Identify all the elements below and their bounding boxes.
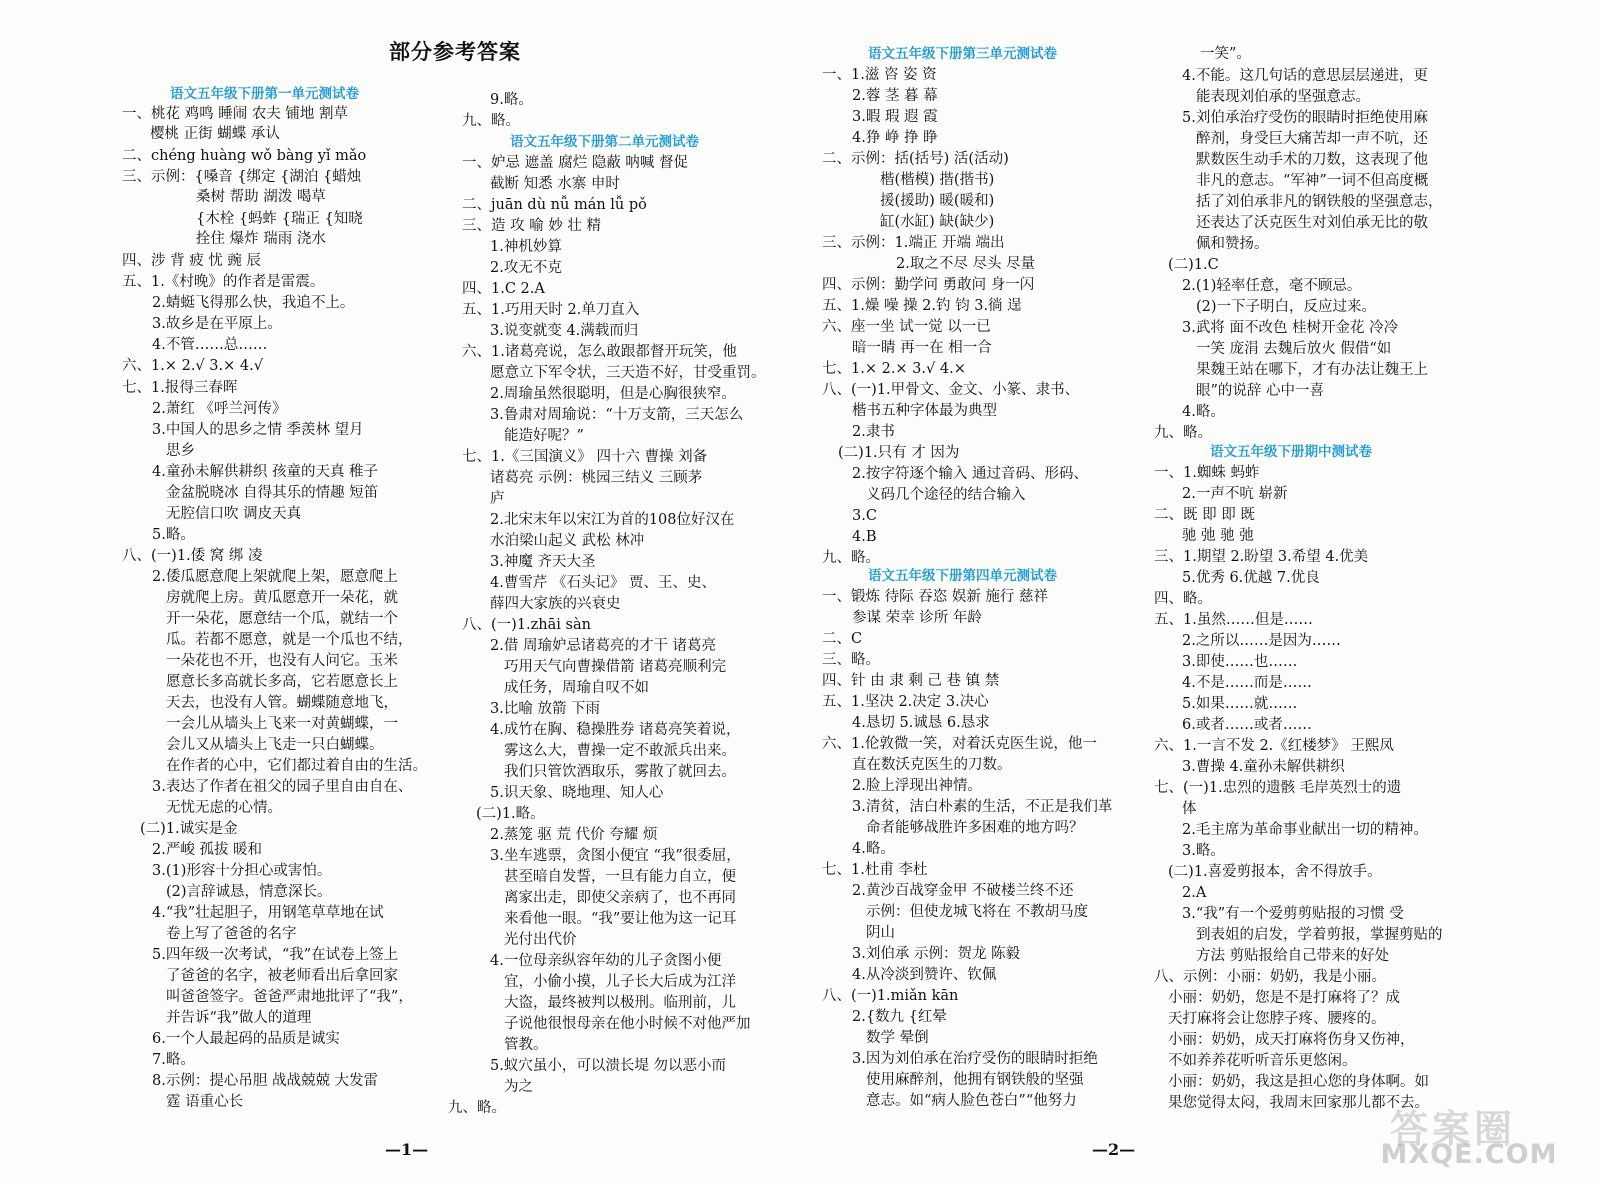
answer-line: 4.不能。这几句话的意思层层递进，更 xyxy=(1182,68,1428,84)
answer-line: 3.暇 瑕 遐 霞 xyxy=(852,109,938,125)
answer-line: 3.表达了作者在祖父的园子里自由自在、 xyxy=(152,779,413,795)
answer-line: 思乡 xyxy=(166,443,195,459)
answer-line: 离家出走，即使父亲病了，也不再同 xyxy=(504,890,736,906)
section-heading: 语文五年级下册第二单元测试卷 xyxy=(510,134,699,150)
watermark-cn: 答案圈 xyxy=(1390,1107,1517,1151)
answer-line: 体 xyxy=(1182,801,1197,817)
answer-line: 一、桃花 鸡鸣 睡闹 农夫 铺地 割草 xyxy=(122,106,349,122)
answer-line: 七、1.《三国演义》 四十六 曹操 刘备 xyxy=(462,449,708,465)
answer-line: 3.说变就变 4.满载而归 xyxy=(490,323,639,339)
answer-line: 五、1.巧用天时 2.单刀直入 xyxy=(462,302,640,318)
answer-line: 来看他一眼。“我”要让他为这一记耳 xyxy=(504,911,737,927)
answer-line: 七、1.× 2.× 3.√ 4.× xyxy=(822,361,966,377)
answer-line: 七、(一)1.忠烈的遗骸 毛岸英烈士的遗 xyxy=(1154,780,1402,796)
answer-line: 六、1.伦敦微一笑，对着沃克医生说，他一 xyxy=(822,736,1097,752)
answer-line: 示例：但使龙城飞将在 不教胡马度 xyxy=(866,904,1089,920)
answer-line: 3.(1)形容十分担心或害怕。 xyxy=(152,863,332,879)
answer-line: 使用麻醉剂，他拥有钢铁般的坚强 xyxy=(866,1072,1084,1088)
answer-line: (二)1.诚实是金 xyxy=(140,821,238,837)
answer-line: 七、1.报得三春晖 xyxy=(122,380,238,396)
answer-line: 九、略。 xyxy=(1154,425,1212,441)
answer-line: 2.倭瓜愿意爬上架就爬上架，愿意爬上 xyxy=(152,569,398,585)
answer-line: 三、示例：1.端正 开端 端出 xyxy=(822,235,1005,251)
answer-line: 7.略。 xyxy=(152,1052,195,1068)
answer-line: 八、示例：小丽：奶奶，我是小丽。 xyxy=(1154,969,1386,985)
answer-line: 3.坐车逃票，贪图小便宜 “我”很委屈， xyxy=(490,848,741,864)
answer-line: 三、略。 xyxy=(822,652,880,668)
answer-line: (二)1.C xyxy=(1168,257,1219,273)
answer-line: 9.略。 xyxy=(490,92,533,108)
answer-line: 八、(一)1.miǎn kān xyxy=(822,988,959,1004)
answer-line: 能表现刘伯承的坚强意志。 xyxy=(1196,89,1370,105)
answer-line: 成任务，周瑜自叹不如 xyxy=(504,680,649,696)
answer-line: 光付出代价 xyxy=(504,932,577,948)
answer-line: 3.比喻 放箭 下雨 xyxy=(490,701,601,717)
answer-line: 6.一个人最起码的品质是诚实 xyxy=(152,1031,340,1047)
answer-line: 四、示例：勤学问 勇敢问 身一闪 xyxy=(822,277,1035,293)
answer-line: 1.神机妙算 xyxy=(490,239,562,255)
answer-line: 九、略。 xyxy=(462,113,520,129)
answer-line: 眼”的说辞 心中一喜 xyxy=(1196,383,1325,399)
answer-line: 三、示例：{嗓音 {绑定 {湖泊 {蜡烛 xyxy=(122,169,362,185)
answer-line: 2.严峻 孤拔 暖和 xyxy=(152,842,263,858)
answer-line: 六、座一坐 试一觉 以一已 xyxy=(822,319,991,335)
answer-line: 默数医生动手术的刀数，这表现了他 xyxy=(1196,152,1428,168)
answer-line: 愿意长多高就长多高，它若愿意长上 xyxy=(166,674,398,690)
answer-line: 霆 语重心长 xyxy=(166,1094,244,1110)
answer-line: 四、1.C 2.A xyxy=(462,281,545,297)
answer-line: 3.刘伯承 示例：贺龙 陈毅 xyxy=(852,946,1021,962)
answer-line: 了爸爸的名字，被老师看出后拿回家 xyxy=(166,968,398,984)
answer-line: 果您觉得太闷，我周末回家那儿都不去。 xyxy=(1168,1095,1429,1111)
answer-line: 3.武将 面不改色 桂树开金花 冷冷 xyxy=(1182,320,1399,336)
answer-line: 3.C xyxy=(852,508,877,524)
answer-line: 开一朵花，愿意结一个瓜，就结一个 xyxy=(166,611,398,627)
answer-line: 括了刘伯承非凡的钢铁般的坚强意志， xyxy=(1196,194,1443,210)
answer-line: 薛四大家族的兴衰史 xyxy=(490,596,621,612)
answer-line: 房就爬上房。黄瓜愿意开一朵花，就 xyxy=(166,590,398,606)
answer-line: 二、示例：括(括号) 活(活动) xyxy=(822,151,1009,167)
answer-line: 非凡的意志。“军神”一词不但高度概 xyxy=(1196,173,1429,189)
answer-line: 4.成竹在胸、稳操胜券 诸葛亮笑着说， xyxy=(490,722,741,738)
answer-line: 4.一位母亲纵容年幼的儿子贪图小便 xyxy=(490,953,722,969)
answer-line: 3.即使……也…… xyxy=(1182,654,1298,670)
answer-line: 2.蒸笼 驱 荒 代价 夸耀 烦 xyxy=(490,827,658,843)
answer-line: 诸葛亮 示例：桃园三结义 三顾茅 xyxy=(490,470,703,486)
answer-line: 3.中国人的思乡之情 季羡林 望月 xyxy=(152,422,364,438)
answer-line: 2.周瑜虽然很聪明，但是心胸很狭窄。 xyxy=(490,386,736,402)
answer-line: 雾这么大，曹操一定不敢派兵出来。 xyxy=(504,743,736,759)
answer-line: 3.神魔 齐天大圣 xyxy=(490,554,596,570)
answer-line: 五、1.虽然……但是…… xyxy=(1154,612,1313,628)
watermark-url: MXQE.COM xyxy=(1380,1139,1558,1170)
answer-line: 一会儿从墙头上飞来一对黄蝴蝶，一 xyxy=(166,716,398,732)
answer-line: 宜，小偷小摸，儿子长大后成为江洋 xyxy=(504,974,736,990)
answer-line: 2.按字符逐个输入 通过音码、形码、 xyxy=(852,466,1088,482)
answer-line: 巧用天气向曹操借箭 诸葛亮顺利完 xyxy=(504,659,727,675)
page-title: 部分参考答案 xyxy=(389,40,521,64)
answer-line: 5.蚁穴虽小，可以溃长堤 勿以恶小而 xyxy=(490,1058,726,1074)
answer-line: 能造好呢？” xyxy=(504,428,584,444)
answer-line: (二)1.只有 才 因为 xyxy=(838,445,960,461)
answer-line: 2.脸上浮现出神情。 xyxy=(852,778,982,794)
answer-line: 方法 剪贴报给自己带来的好处 xyxy=(1196,948,1390,964)
answer-line: 无腔信口吹 调皮天真 xyxy=(166,506,302,522)
answer-line: 5.识天象、晓地理、知人心 xyxy=(490,785,664,801)
answer-line: 樱桃 正街 蝴蝶 承认 xyxy=(150,126,280,142)
answer-line: 4.略。 xyxy=(852,841,895,857)
section-heading: 语文五年级下册第一单元测试卷 xyxy=(170,86,359,102)
answer-line: 金盆脱晓冰 自得其乐的情趣 短笛 xyxy=(166,485,379,501)
answer-line: 八、(一)1.zhāi sàn xyxy=(462,617,591,633)
answer-line: 2.A xyxy=(1182,885,1207,901)
page-number-left: —1— xyxy=(385,1140,429,1159)
answer-line: 不如养养花听听音乐更悠闲。 xyxy=(1168,1053,1357,1069)
answer-line: 2.蜻蜓飞得那么快，我追不上。 xyxy=(152,295,355,311)
answer-line: 天打麻将会让您脖子疼、腰疼的。 xyxy=(1168,1011,1386,1027)
answer-line: 2.蓉 茎 暮 幕 xyxy=(852,88,938,104)
answer-line: 小丽：奶奶，您是不是打麻将了？成 xyxy=(1168,990,1400,1006)
answer-line: 愿意立下军令状，三天造不好，甘受重罚。 xyxy=(490,365,766,381)
answer-line: 桑树 帮助 湖泼 喝草 xyxy=(196,189,326,205)
answer-line: 到表姐的启发，学着剪报，掌握剪贴的 xyxy=(1196,927,1443,943)
answer-line: 数学 晕倒 xyxy=(866,1030,929,1046)
section-heading: 语文五年级下册第三单元测试卷 xyxy=(868,46,1057,62)
answer-line: 醉剂，身受巨大痛苦却一声不吭，还 xyxy=(1196,131,1428,147)
section-heading: 语文五年级下册第四单元测试卷 xyxy=(868,568,1057,584)
answer-line: 五、1.坚决 2.决定 3.决心 xyxy=(822,694,989,710)
answer-line: 2.一声不吭 崭新 xyxy=(1182,486,1288,502)
answer-line: {木栓 {蚂蚱 {瑞正 {知晓 xyxy=(196,211,363,227)
answer-line: 无忧无虑的心情。 xyxy=(166,800,282,816)
answer-line: 三、造 攻 喻 妙 壮 精 xyxy=(462,218,602,234)
answer-line: 楷书五种字体最为典型 xyxy=(852,403,997,419)
answer-line: 援(援助) 暖(暖和) xyxy=(880,193,995,209)
answer-line: (2)一下子明白，反应过来。 xyxy=(1196,299,1377,315)
answer-line: 6.或者……或者…… xyxy=(1182,717,1312,733)
answer-line: 4.“我”壮起胆子，用钢笔草草地在试 xyxy=(152,905,384,921)
answer-line: 一、1.滋 咨 姿 资 xyxy=(822,67,937,83)
answer-line: 4.从冷淡到赞许、钦佩 xyxy=(852,967,997,983)
answer-line: 卷上写了爸爸的名字 xyxy=(166,926,297,942)
answer-line: 2.萧红 《呼兰河传》 xyxy=(152,401,287,417)
answer-line: 义码几个途径的结合输入 xyxy=(866,487,1026,503)
answer-line: 3.曹操 4.童孙未解供耕织 xyxy=(1182,759,1345,775)
answer-line: 还表达了沃克医生对刘伯承无比的敬 xyxy=(1196,215,1428,231)
answer-line: 二、juān dù nǚ mán lǚ pǒ xyxy=(462,197,647,213)
answer-line: 2.{数九 {红晕 xyxy=(852,1009,947,1025)
answer-line: 庐 xyxy=(490,491,505,507)
answer-line: 管教。 xyxy=(504,1037,548,1053)
answer-line: 8.示例：提心吊胆 战战兢兢 大发雷 xyxy=(152,1073,379,1089)
answer-line: 为之 xyxy=(504,1079,533,1095)
answer-line: 5.四年级一次考试，“我”在试卷上签上 xyxy=(152,947,399,963)
answer-line: 3.“我”有一个爱剪剪贴报的习惯 受 xyxy=(1182,906,1404,922)
answer-line: 在作者的心中，它们都过着自由的生活。 xyxy=(166,758,427,774)
answer-line: 意志。如“病人脸色苍白”“他努力 xyxy=(866,1093,1077,1109)
answer-line: (二)1.喜爱剪报本，舍不得放手。 xyxy=(1168,864,1382,880)
answer-line: 2.隶书 xyxy=(852,424,895,440)
page-number-right: —2— xyxy=(1092,1140,1136,1159)
answer-line: 2.毛主席为革命事业献出一切的精神。 xyxy=(1182,822,1428,838)
answer-line: 果魏王站在哪下，才有办法让魏王上 xyxy=(1196,362,1428,378)
answer-line: 我们只管饮酒取乐，雾散了就回去。 xyxy=(504,764,736,780)
answer-line: 五、1.燥 噪 操 2.钓 钧 3.徜 逞 xyxy=(822,298,1022,314)
answer-line: 4.略。 xyxy=(1182,404,1225,420)
answer-line: 3.因为刘伯承在治疗受伤的眼睛时拒绝 xyxy=(852,1051,1098,1067)
answer-line: 4.不管……总…… xyxy=(152,337,268,353)
answer-line: 天去，也没有人管。蝴蝶随意地飞， xyxy=(166,695,398,711)
answer-line: 七、1.杜甫 李杜 xyxy=(822,862,928,878)
watermark xyxy=(1364,1098,1574,1170)
answer-line: 六、1.一言不发 2.《红楼梦》 王熙凤 xyxy=(1154,738,1394,754)
answer-line: 驰 弛 驰 弛 xyxy=(1182,528,1254,544)
answer-line: 水泊梁山起义 武松 林冲 xyxy=(490,533,645,549)
answer-line: 二、既 即 即 既 xyxy=(1154,507,1255,523)
answer-line: 九、略。 xyxy=(822,550,880,566)
answer-line: 小丽：奶奶，我这是担心您的身体啊。如 xyxy=(1168,1074,1429,1090)
answer-line: 一笑 庞涓 去魏后放火 假借“如 xyxy=(1196,341,1392,357)
answer-line: 叫爸爸签字。爸爸严肃地批评了“我”， xyxy=(166,989,413,1005)
answer-line: 二、chéng huàng wǒ bàng yǐ mǎo xyxy=(122,148,367,164)
answer-line: 六、1.诸葛亮说，怎么敢跟都督开玩笑，他 xyxy=(462,344,737,360)
answer-line: 小丽：奶奶，成天打麻将伤身又伤神， xyxy=(1168,1032,1415,1048)
answer-line: 一朵花也不开，也没有人问它。玉米 xyxy=(166,653,398,669)
answer-line: 5.如果……就…… xyxy=(1182,696,1298,712)
answer-line: 直在数沃克医生的刀数。 xyxy=(852,757,1012,773)
answer-line: (2)言辞诚恳，情意深长。 xyxy=(166,884,332,900)
answer-line: 3.略。 xyxy=(1182,843,1225,859)
answer-line: 缸(水缸) 缺(缺少) xyxy=(880,214,995,230)
answer-line: 3.清贫，洁白朴素的生活，不正是我们革 xyxy=(852,799,1113,815)
answer-line: 2.之所以……是因为…… xyxy=(1182,633,1341,649)
answer-line: 2.黄沙百战穿金甲 不破楼兰终不还 xyxy=(852,883,1074,899)
answer-line: 3.鲁肃对周瑜说：“十万支箭，三天怎么 xyxy=(490,407,744,423)
answer-line: 六、1.× 2.√ 3.× 4.√ xyxy=(122,358,263,374)
answer-line: 三、1.期望 2.盼望 3.希望 4.优美 xyxy=(1154,549,1369,565)
answer-line: 4.B xyxy=(852,529,877,545)
answer-line: 二、C xyxy=(822,631,863,647)
answer-line: 2.(1)轻率任意，毫不顾忌。 xyxy=(1182,278,1362,294)
answer-line: 4.狰 峥 挣 睁 xyxy=(852,130,938,146)
answer-line: 八、(一)1.倭 窝 绑 凌 xyxy=(122,548,263,564)
answer-line: 参谋 荣幸 诊所 年龄 xyxy=(852,610,982,626)
answer-line: 一笑”。 xyxy=(1200,46,1251,62)
answer-line: 四、针 由 隶 剩 己 巷 镇 禁 xyxy=(822,673,1000,689)
answer-line: 子说他很恨母亲在他小时候不对他严加 xyxy=(504,1016,751,1032)
answer-line: 2.北宋末年以宋江为首的108位好汉在 xyxy=(490,512,735,528)
answer-line: 四、略。 xyxy=(1154,591,1212,607)
answer-line: 5.优秀 6.优越 7.优良 xyxy=(1182,570,1320,586)
answer-line: 4.恳切 5.诚恳 6.恳求 xyxy=(852,715,990,731)
answer-line: 九、略。 xyxy=(448,1100,506,1116)
answer-line: 截断 知悉 水寨 申时 xyxy=(490,176,620,192)
answer-line: 并告诉“我”做人的道理 xyxy=(166,1010,312,1026)
answer-line: 命者能够战胜许多困难的地方吗？ xyxy=(866,820,1084,836)
answer-line: 一、1.蜘蛛 蚂蚱 xyxy=(1154,465,1260,481)
answer-line: (二)1.略。 xyxy=(476,806,545,822)
answer-line: 四、涉 背 疲 忧 豌 辰 xyxy=(122,253,262,269)
answer-line: 佩和赞扬。 xyxy=(1196,236,1269,252)
answer-line: 3.故乡是在平原上。 xyxy=(152,316,282,332)
answer-line: 拴住 爆炸 瑞雨 浇水 xyxy=(196,231,326,247)
answer-line: 五、1.《村晚》的作者是雷震。 xyxy=(122,274,325,290)
answer-line: 甚至暗自发誓，一旦有能力自立，便 xyxy=(504,869,736,885)
answer-line: 楷(楷模) 揩(揩书) xyxy=(880,172,995,188)
answer-line: 暗一睛 再一在 相一合 xyxy=(852,340,992,356)
answer-line: 4.童孙未解供耕织 孩童的天真 稚子 xyxy=(152,464,379,480)
answer-line: 八、(一)1.甲骨文、金文、小篆、隶书、 xyxy=(822,382,1080,398)
section-heading: 语文五年级下册期中测试卷 xyxy=(1210,444,1372,460)
answer-line: 一、锻炼 待际 吞恣 娱新 施行 慈祥 xyxy=(822,589,1049,605)
answer-line: 瓜。若都不愿意，就是一个瓜也不结， xyxy=(166,632,413,648)
answer-line: 5.略。 xyxy=(152,527,195,543)
answer-line: 4.不是……而是…… xyxy=(1182,675,1312,691)
answer-line: 5.刘伯承治疗受伤的眼睛时拒绝使用麻 xyxy=(1182,110,1428,126)
answer-line: 阴山 xyxy=(866,925,895,941)
answer-line: 2.攻无不克 xyxy=(490,260,562,276)
answer-line: 2.取之不尽 尽头 尽量 xyxy=(896,256,1036,272)
answer-line: 一、妒忌 遮盖 腐烂 隐蔽 呐喊 督促 xyxy=(462,155,689,171)
answer-line: 4.曹雪芹 《石头记》 贾、王、史、 xyxy=(490,575,717,591)
answer-line: 大盗，最终被判以极刑。临刑前，儿 xyxy=(504,995,736,1011)
answer-line: 会儿又从墙头上飞走一只白蝴蝶。 xyxy=(166,737,384,753)
answer-line: 2.借 周瑜妒忌诸葛亮的才干 诸葛亮 xyxy=(490,638,717,654)
